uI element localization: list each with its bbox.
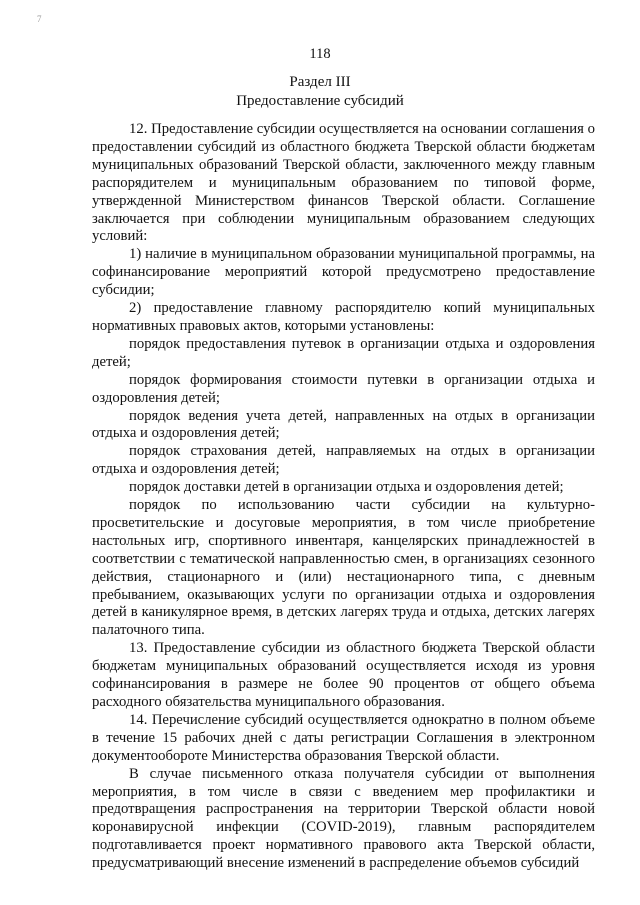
condition-2: 2) предоставление главному распорядителю копий муниципальных нормативных правовых актов, которыми установлены: (92, 300, 595, 334)
procedure-cost: порядок формирования стоимости путевки в организации отдыха и оздоровления детей; (92, 371, 595, 406)
procedure-insurance: порядок страхования детей, направляемых на отдых в организации отдыха и оздоровления детей; (92, 443, 595, 478)
procedure-transport: порядок доставки детей в организации отдыха и оздоровления детей; (129, 479, 564, 496)
condition-1: 1) наличие в муниципальном образовании муниципальной программы, на софинансирование мероприятий которой предусмотрено предоставление субсидии; (92, 246, 595, 299)
procedure-accounting: порядок ведения учета детей, направленных на отдых в организации отдыха и оздоровления детей; (92, 407, 595, 442)
corner-mark: 7 (37, 14, 42, 24)
document-body (92, 121, 595, 873)
page-number: 118 (309, 46, 331, 62)
paragraph-13: 13. Предоставление субсидии из областного бюджета Тверской области бюджетам муниципальных образований осуществляется исходя из уровня софинансирования в размере не более 90 процентов от общего объема расходного обязательства муниципального образования. (92, 640, 595, 710)
procedure-subsidy-use: порядок по использованию части субсидии на культурно-просветительские и досуговые мероприятия, в том числе приобретение настольных игр, спортивного инвентаря, канцелярских принадлежностей в соответствии с тематической направленностью смен, в организациях сезонного действия, стационарного и (или) нестационарного типа, с дневным пребыванием, оказывающих услуги по организации отдыха и оздоровления детей в каникулярное время, в детских лагерях труда и отдыха, детских лагерях палаточного типа. (92, 497, 595, 639)
refusal-paragraph: В случае письменного отказа получателя субсидии от выполнения мероприятия, в том числе в связи с введением мер профилактики и предотвращения распространения на территории Тверской области новой коронавирусной инфекции (COVID-2019), главным распорядителем подготавливается проект нормативного правового акта Тверской области, предусматривающий внесение изменений в распределение объемов субсидий (92, 765, 595, 872)
paragraph-12: 12. Предоставление субсидии осуществляется на основании соглашения о предоставлении субсидий из областного бюджета Тверской области бюджетам муниципальных образований Тверской области, заключенного между главным распорядителем и муниципальным образованием по типовой форме, утвержденной Министерством финансов Тверской области. Соглашение заключается при соблюдении муниципальным образованием следующих условий: (92, 121, 595, 245)
paragraph-14: 14. Перечисление субсидий осуществляется однократно в полном объеме в течение 15 рабочих дней с даты регистрации Соглашения в электронном документообороте Министерства образования Тверской области. (92, 711, 595, 764)
section-title: Предоставление субсидий (236, 93, 404, 109)
section-heading: Раздел III (289, 74, 351, 90)
procedure-vouchers: порядок предоставления путевок в организации отдыха и оздоровления детей; (92, 335, 595, 370)
